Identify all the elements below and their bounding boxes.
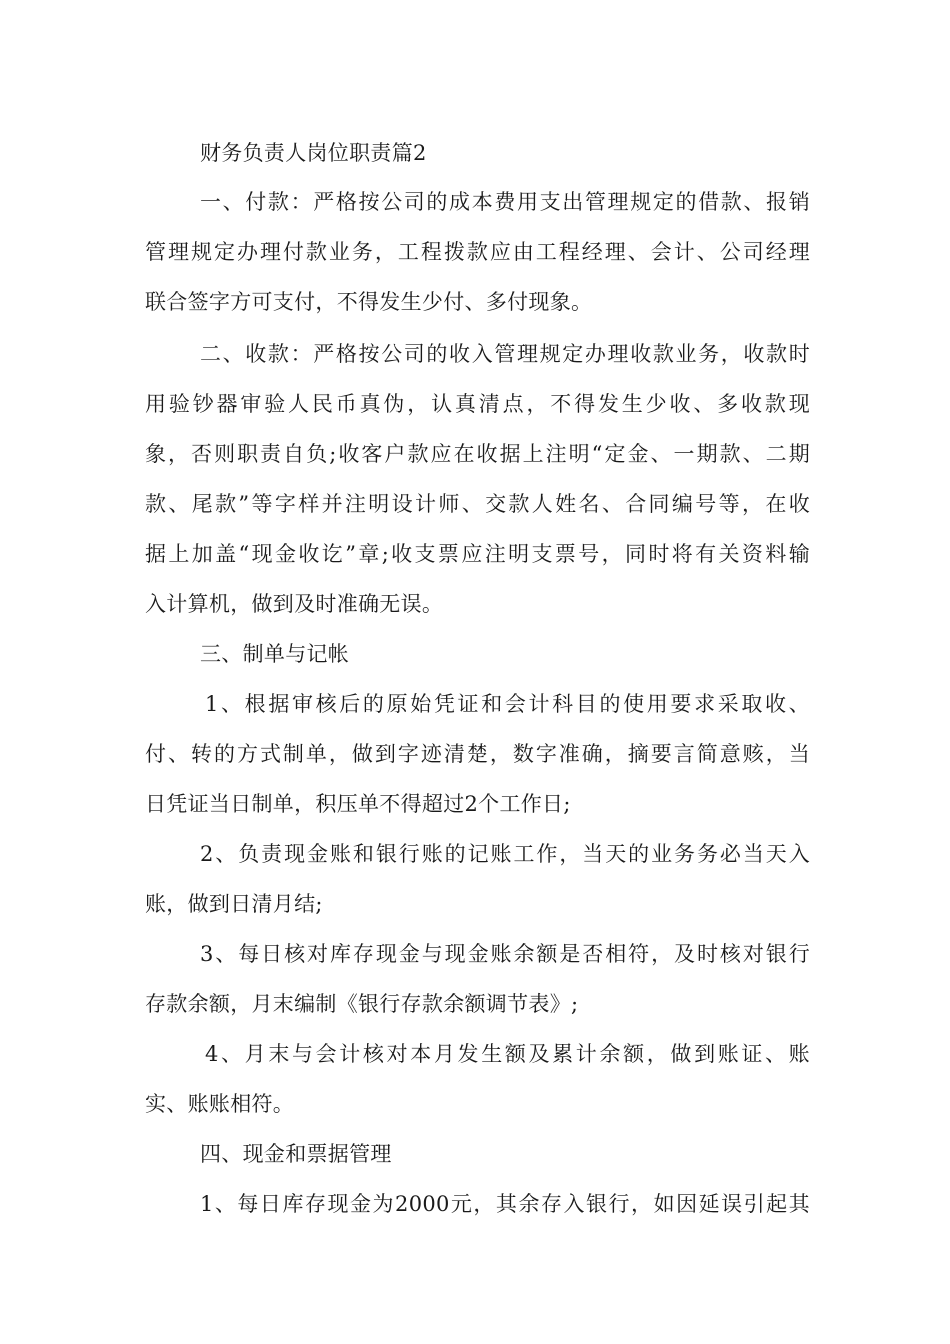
paragraph-line: 二、收款：严格按公司的收入管理规定办理收款业务，收款时: [200, 342, 810, 366]
paragraph-line: 一、付款：严格按公司的成本费用支出管理规定的借款、报销: [200, 190, 810, 214]
paragraph-line: 入计算机，做到及时准确无误。: [145, 592, 444, 616]
paragraph-line: 3、每日核对库存现金与现金账余额是否相符，及时核对银行: [200, 942, 810, 966]
paragraph-line: 日凭证当日制单，积压单不得超过2个工作日;: [145, 792, 571, 816]
paragraph-line: 实、账账相符。: [145, 1092, 295, 1116]
paragraph-line: 据上加盖“现金收讫”章;收支票应注明支票号，同时将有关资料输: [145, 542, 810, 566]
paragraph-line: 付、转的方式制单，做到字迹清楚，数字准确，摘要言简意赅，当: [145, 742, 810, 766]
document-title: 财务负责人岗位职责篇2: [200, 141, 427, 165]
paragraph-line: 象，否则职责自负;收客户款应在收据上注明“定金、一期款、二期: [145, 442, 810, 466]
paragraph-line: 4、月末与会计核对本月发生额及累计余额，做到账证、账: [205, 1042, 810, 1066]
paragraph-line: 1、每日库存现金为2000元，其余存入银行，如因延误引起其: [200, 1192, 810, 1216]
paragraph-line: 联合签字方可支付，不得发生少付、多付现象。: [145, 290, 593, 314]
paragraph-line: 款、尾款”等字样并注明设计师、交款人姓名、合同编号等，在收: [145, 492, 810, 516]
paragraph-line: 1、根据审核后的原始凭证和会计科目的使用要求采取收、: [205, 692, 810, 716]
paragraph-line: 用验钞器审验人民币真伪，认真清点，不得发生少收、多收款现: [145, 392, 810, 416]
paragraph-line: 存款余额，月末编制《银行存款余额调节表》;: [145, 992, 579, 1016]
paragraph-line: 2、负责现金账和银行账的记账工作，当天的业务务必当天入: [200, 842, 810, 866]
paragraph-line: 管理规定办理付款业务，工程拨款应由工程经理、会计、公司经理: [145, 240, 810, 264]
section-heading: 四、现金和票据管理: [200, 1142, 392, 1166]
section-heading: 三、制单与记帐: [200, 642, 350, 666]
paragraph-line: 账，做到日清月结;: [145, 892, 323, 916]
